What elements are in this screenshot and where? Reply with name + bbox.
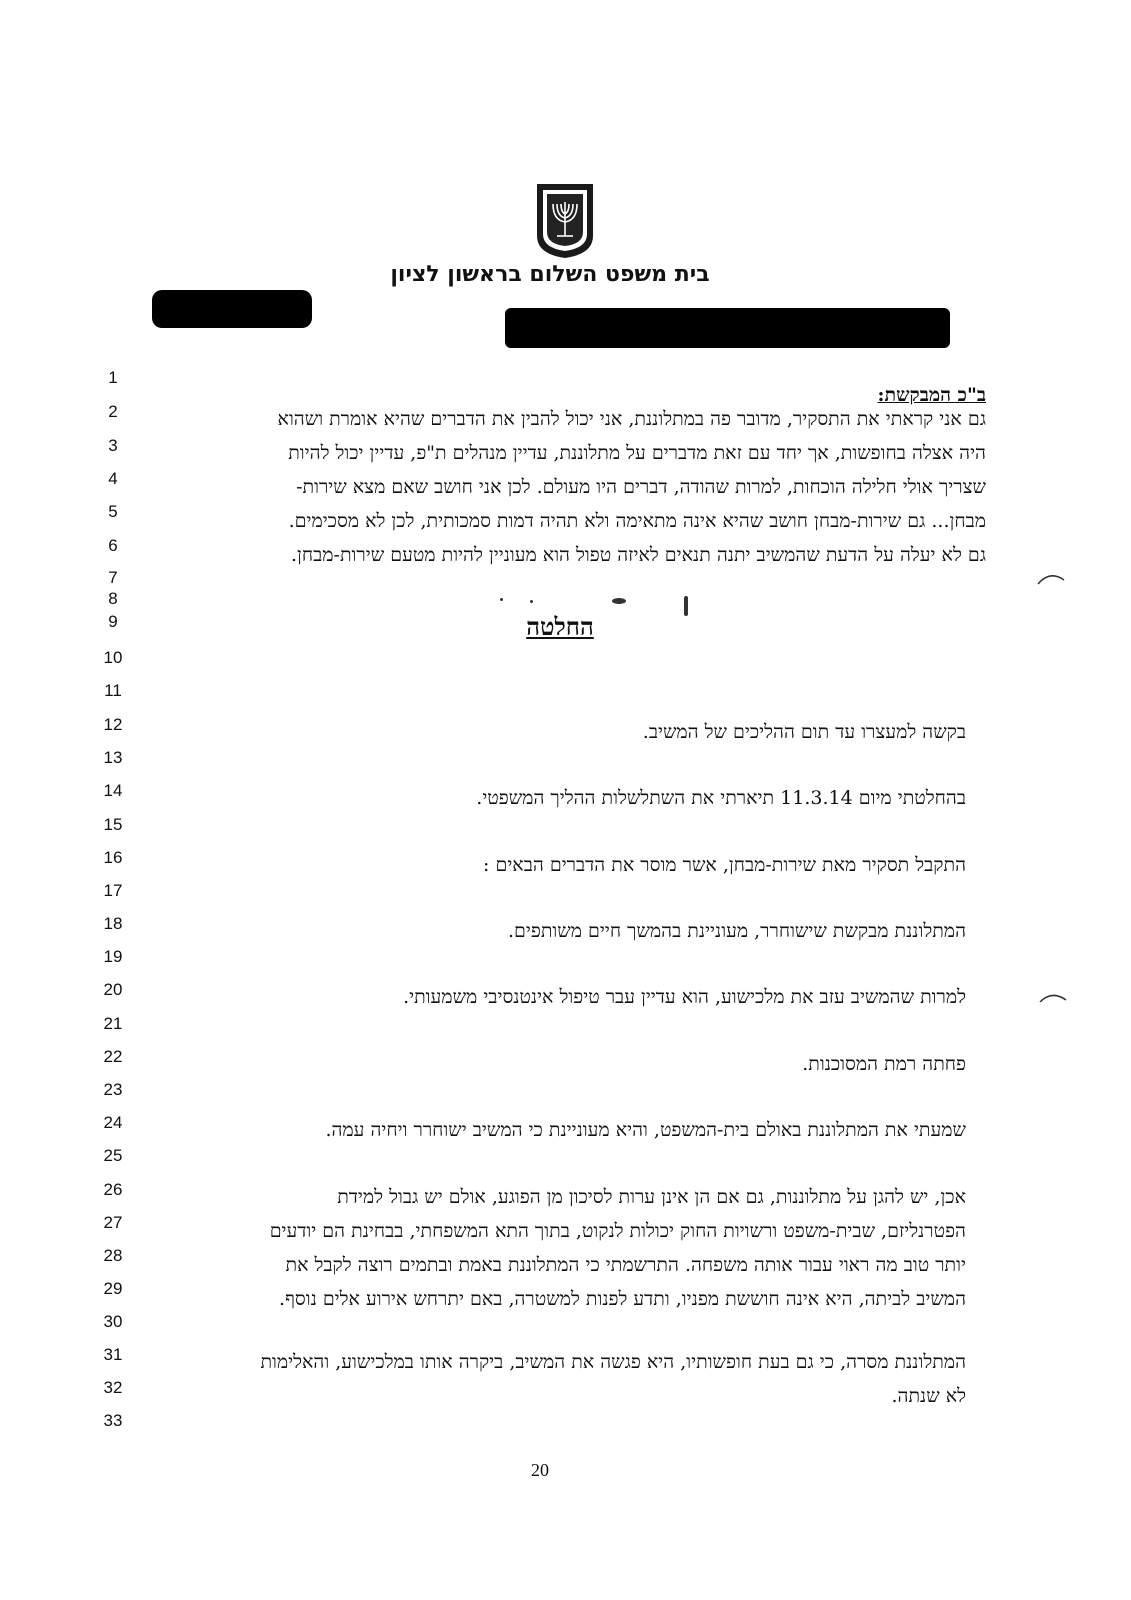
line-number: 31 (103, 1345, 123, 1364)
decision-paragraph (160, 1180, 966, 1316)
line-number: 12 (103, 715, 123, 734)
text-line: שצריך אולי חלילה הוכחות, למרות שהודה, דברים היו מעולם. לכן אני חושב שאם מצא שירות- (296, 476, 986, 498)
line-number: 17 (103, 881, 123, 900)
line-number: 24 (103, 1113, 123, 1132)
redaction-left (152, 290, 312, 328)
scan-speck (500, 598, 503, 601)
line-number: 10 (103, 648, 123, 667)
court-name: בית משפט השלום בראשון לציון (390, 262, 710, 287)
requester-argument (160, 402, 986, 572)
text-line: גם לא יעלה על הדעת שהמשיב יתנה תנאים לאיזה טפול הוא מעוניין להיות מטעם שירות-מבחן. (291, 544, 986, 566)
scan-speck (612, 598, 626, 604)
line-number: 19 (103, 947, 123, 966)
decision-line: בהחלטתי מיום 11.3.14 תיארתי את השתלשלות ההליך המשפטי. (476, 787, 966, 809)
text-line: מבחן... גם שירות-מבחן חושב שהיא אינה מתאימה ולא תהיה דמות סמכותית, לכן לא מסכימים. (288, 510, 986, 532)
page-number: 20 (531, 1460, 549, 1480)
line-number: 8 (108, 589, 118, 608)
line-number: 11 (104, 681, 122, 700)
line-number: 22 (103, 1047, 123, 1066)
text-line: אכן, יש להגן על מתלוננות, גם אם הן אינן ערות לסיכון מן הפוגע, אולם יש גבול למידת (337, 1186, 966, 1208)
line-number: 3 (108, 436, 118, 455)
line-number: 16 (103, 848, 123, 867)
punch-hole-mark (1036, 568, 1066, 588)
line-number: 18 (103, 914, 123, 933)
decision-line: בקשה למעצרו עד תום ההליכים של המשיב. (642, 721, 966, 743)
text-line: היה אצלה בחופשות, אך יחד עם זאת מדברים על מתלוננת, עדיין מנהלים ת"פ, עדיין יכול להיות (288, 442, 986, 464)
line-number: 21 (103, 1014, 123, 1033)
decision-line: למרות שהמשיב עזב את מלכישוע, הוא עדיין עבר טיפול אינטנסיבי משמעותי. (403, 986, 966, 1008)
decision-line: שמעתי את המתלוננת באולם בית-המשפט, והיא מעוניינת כי המשיב ישוחרר ויחיה עמה. (325, 1119, 966, 1141)
scan-speck (530, 600, 533, 603)
line-number: 6 (108, 536, 118, 555)
decision-line: המתלוננת מבקשת שישוחרר, מעוניינת בהמשך חיים משותפים. (507, 920, 966, 942)
line-number: 25 (103, 1146, 123, 1165)
line-number: 5 (108, 502, 118, 521)
line-number: 27 (103, 1213, 123, 1232)
decision-line: התקבל תסקיר מאת שירות-מבחן, אשר מוסר את הדברים הבאים : (483, 854, 966, 876)
line-number: 2 (108, 402, 118, 421)
line-number: 29 (103, 1279, 123, 1298)
text-line: יותר טוב מה ראוי עבור אותה משפחה. התרשמתי כי המתלוננת באמת ובתמים רוצה לקבל את (285, 1254, 966, 1276)
line-number: 28 (103, 1246, 123, 1265)
line-number: 15 (103, 815, 123, 834)
line-number: 4 (108, 469, 118, 488)
redaction-right (505, 308, 950, 348)
line-number: 13 (103, 748, 123, 767)
decision-title: החלטה (526, 612, 594, 641)
text-line: הפטרנליזם, שבית-משפט ורשויות החוק יכולות לנקוט, בתוך התא המשפחתי, בבחינת הם יודעים (269, 1220, 966, 1242)
line-number: 9 (108, 612, 118, 631)
line-number: 26 (103, 1180, 123, 1199)
line-number: 7 (108, 568, 118, 587)
line-number: 33 (103, 1411, 123, 1430)
line-number: 30 (103, 1312, 123, 1331)
line-number: 14 (103, 781, 123, 800)
requester-title: ב"כ המבקשת: (877, 384, 986, 406)
line-number: 20 (103, 980, 123, 999)
line-number: 1 (108, 368, 118, 387)
decision-paragraph (160, 1345, 966, 1413)
state-emblem-icon (527, 178, 603, 260)
decision-line: פחתה רמת המסוכנות. (802, 1053, 966, 1075)
punch-hole-mark (1038, 988, 1068, 1008)
scan-speck (684, 596, 688, 616)
text-line: גם אני קראתי את התסקיר, מדובר פה במתלוננת, אני יכול להבין את הדברים שהיא אומרת ושהוא (277, 408, 986, 430)
text-line: המתלוננת מסרה, כי גם בעת חופשותיו, היא פגשה את המשיב, ביקרה אותו במלכישוע, והאלימות (260, 1351, 966, 1373)
line-number: 32 (103, 1378, 123, 1397)
line-number: 23 (103, 1080, 123, 1099)
text-line: לא שנתה. (891, 1385, 966, 1407)
text-line: המשיב לביתה, היא אינה חוששת מפניו, ותדע לפנות למשטרה, באם יתרחש אירוע אלים נוסף. (279, 1288, 966, 1310)
